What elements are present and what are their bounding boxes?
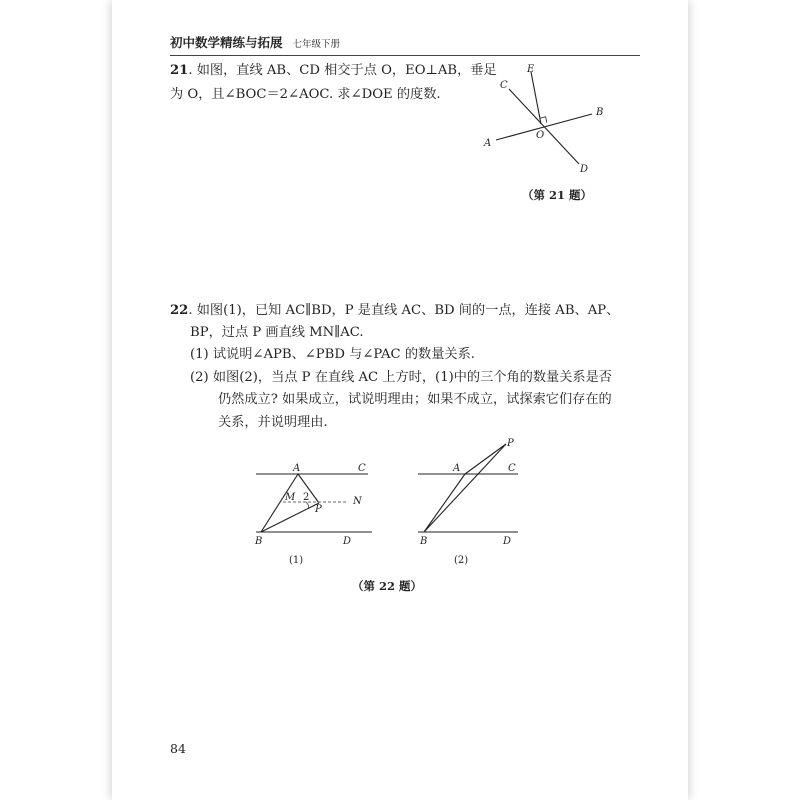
segment-bp (424, 444, 506, 532)
fig2-label-p: P (507, 438, 514, 449)
q22-part2-line2: 仍然成立? 如果成立，试说明理由；如果不成立，试探索它们存在的 (218, 392, 612, 407)
fig2-sublabel: (2) (454, 555, 469, 566)
q21-caption: （第 21 题） (522, 188, 593, 202)
q22-figure-1 (252, 460, 382, 570)
q21-text1: . 如图，直线 AB、CD 相交于点 O，EO⊥AB，垂足 (188, 63, 497, 78)
q21-line1 (170, 62, 497, 80)
fig1-label-2: 2 (303, 492, 310, 503)
segment-ap (465, 444, 506, 474)
q22-part2-line1: (2) 如图(2)，当点 P 在直线 AC 上方时，(1)中的三个角的数量关系是否 (190, 370, 612, 385)
q21-number: 21 (170, 63, 189, 78)
ray-oe (531, 72, 541, 124)
fig2-label-b: B (420, 536, 428, 547)
angle-arc (306, 502, 309, 509)
q22-text1: . 如图(1)，已知 AC∥BD，P 是直线 AC、BD 间的一点，连接 AB、AP、 (188, 303, 620, 318)
fig2-label-d: D (503, 536, 512, 547)
q21-figure (472, 60, 602, 180)
page-number: 84 (170, 741, 186, 756)
label-e: E (527, 64, 535, 75)
book-subtitle: 七年级下册 (292, 39, 341, 50)
fig1-label-p: P (315, 504, 322, 515)
q22-part2-line3: 关系，并说明理由. (218, 415, 328, 430)
book-title: 初中数学精练与拓展 (170, 35, 283, 50)
label-a: A (484, 138, 492, 149)
page (112, 0, 688, 800)
fig1-label-m: M (285, 492, 296, 503)
page-header (170, 33, 640, 56)
q21-line2: 为 O，且∠BOC＝2∠AOC. 求∠DOE 的度数. (170, 87, 441, 102)
fig1-label-n: N (353, 496, 362, 507)
q22-caption: （第 22 题） (352, 579, 423, 593)
label-o: O (536, 130, 545, 141)
line-cd (509, 89, 579, 164)
fig1-label-c: C (358, 463, 366, 474)
fig2-label-a: A (453, 463, 461, 474)
q22-part1: (1) 试说明∠APB、∠PBD 与∠PAC 的数量关系. (190, 347, 475, 362)
fig1-sublabel: (1) (289, 555, 304, 566)
q22-line1 (170, 302, 619, 320)
label-d: D (580, 164, 589, 175)
fig1-label-b: B (255, 536, 263, 547)
q22-line2: BP，过点 P 画直线 MN∥AC. (190, 325, 364, 340)
q22-figure-2 (414, 436, 544, 570)
label-c: C (500, 80, 508, 91)
q22-number: 22 (170, 303, 189, 318)
fig2-label-c: C (508, 463, 516, 474)
label-b: B (596, 107, 604, 118)
fig1-label-d: D (343, 536, 352, 547)
segment-ab (424, 474, 465, 532)
fig1-label-a: A (293, 463, 301, 474)
